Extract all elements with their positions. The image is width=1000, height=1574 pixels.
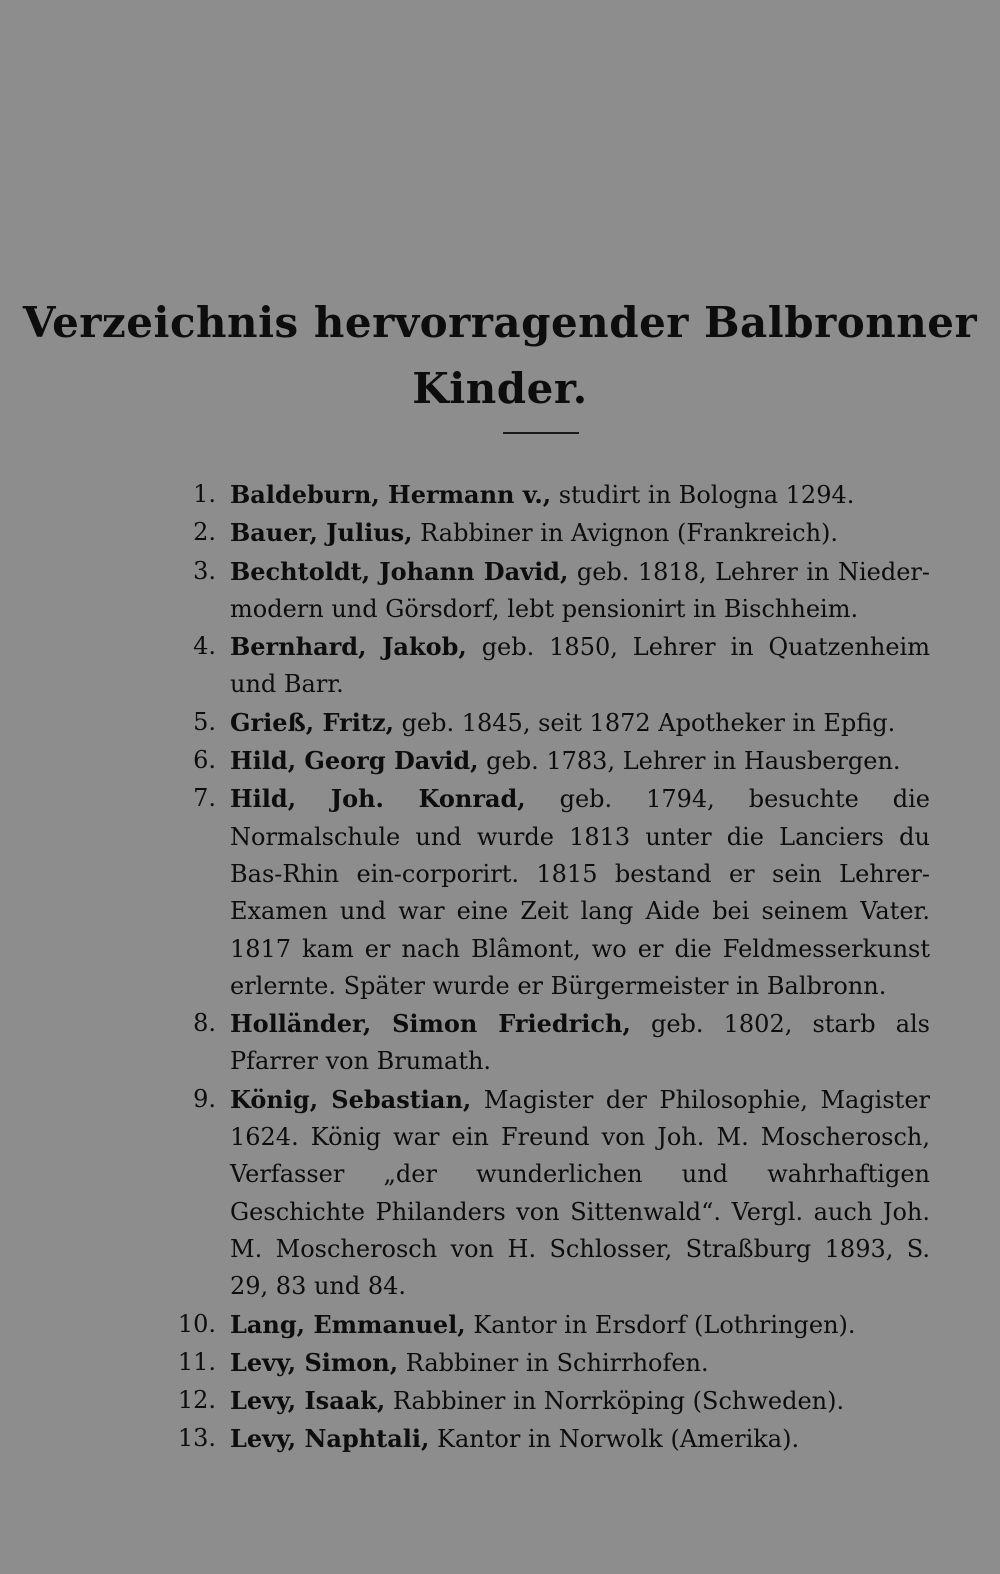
entry-text: geb. 1783, Lehrer in Hausbergen. [486,747,901,776]
entry-name: Hild, Georg David, [230,746,479,776]
title-line-2: Kinder. [412,364,588,413]
entry-number: 5. [193,707,216,736]
entry-name: König, Sebastian, [230,1084,472,1114]
entry-number: 11. [177,1347,216,1376]
entry-name: Baldeburn, Hermann v., [230,480,552,509]
entry-text: geb. 1818, Lehrer in Nieder-modern und Görsdorf, lebt pensionirt in Bischheim. [230,557,930,623]
list-item [160,704,930,742]
entry-text: Rabbiner in Schirrhofen. [405,1348,709,1377]
entry-name: Hild, Joh. Konrad, [230,784,526,814]
entry-number: 8. [193,1009,216,1038]
entry-number: 13. [177,1424,216,1453]
list-item [160,476,930,514]
entry-text: Magister der Philosophie, Magister 1624. König war ein Freund von Joh. M. Moscherosch, Verfasser „der wunderlichen und wahrhaftigen Geschichte Philanders von Sittenwald“. Vergl. auch Joh. M. Moscherosch von H. Schlosser, Straßburg 1893, S. 29, 83 und 84. [230,1085,930,1301]
page-title [0,290,1000,422]
title-line-1: Verzeichnis hervorragender Balbronner [22,298,978,347]
entry-name: Bauer, Julius, [230,518,413,548]
entry-number: 6. [193,746,216,775]
entry-number: 3. [193,556,216,585]
entry-name: Bechtoldt, Johann David, [230,556,569,586]
entry-name: Bernhard, Jakob, [230,632,467,662]
entry-text: Kantor in Ersdorf (Lothringen). [473,1310,856,1339]
entry-name: Levy, Simon, [230,1347,399,1377]
entry-text: geb. 1845, seit 1872 Apotheker in Epfig. [401,708,896,737]
entry-number: 1. [193,480,216,508]
entry-number: 7. [193,784,216,813]
entry-text: geb. 1794, besuchte die Normalschule und wurde 1813 unter die Lanciers du Bas-Rhin ein-corporirt. 1815 bestand er sein Lehrer-Examen und war eine Zeit lang Aide bei seinem Vater. 1817 kam er nach Blâmont, wo er die Feldmesserkunst erlernte. Später wurde er Bürgermeister in Balbronn. [230,785,930,1000]
list-item [160,780,930,1005]
entry-number: 2. [193,518,216,547]
entry-text: geb. 1850, Lehrer in Quatzenheim und Barr. [230,633,930,699]
entry-name: Lang, Emmanuel, [230,1309,466,1339]
list-item [160,1005,930,1081]
entry-text: studirt in Bologna 1294. [558,481,855,509]
entry-name: Holländer, Simon Friedrich, [230,1009,631,1039]
list-item [160,514,930,552]
entry-list [160,476,930,1459]
list-item [160,742,930,780]
list-item [160,628,930,704]
entry-text: geb. 1802, starb als Pfarrer von Brumath. [230,1010,930,1076]
entry-number: 9. [193,1084,216,1113]
list-item [160,1382,930,1420]
list-item [160,1420,930,1458]
entry-name: Levy, Naphtali, [230,1424,430,1454]
entry-number: 12. [177,1386,216,1415]
title-divider [503,432,579,434]
entry-text: Rabbiner in Avignon (Frankreich). [420,519,839,548]
entry-name: Levy, Isaak, [230,1386,386,1416]
entry-name: Grieß, Fritz, [230,707,394,737]
entry-text: Kantor in Norwolk (Amerika). [437,1425,800,1454]
list-item [160,1344,930,1382]
list-item [160,1081,930,1306]
entry-number: 4. [193,632,216,661]
list-item [160,553,930,629]
entry-text: Rabbiner in Norrköping (Schweden). [392,1387,845,1416]
entry-number: 10. [177,1309,216,1338]
list-item [160,1306,930,1344]
